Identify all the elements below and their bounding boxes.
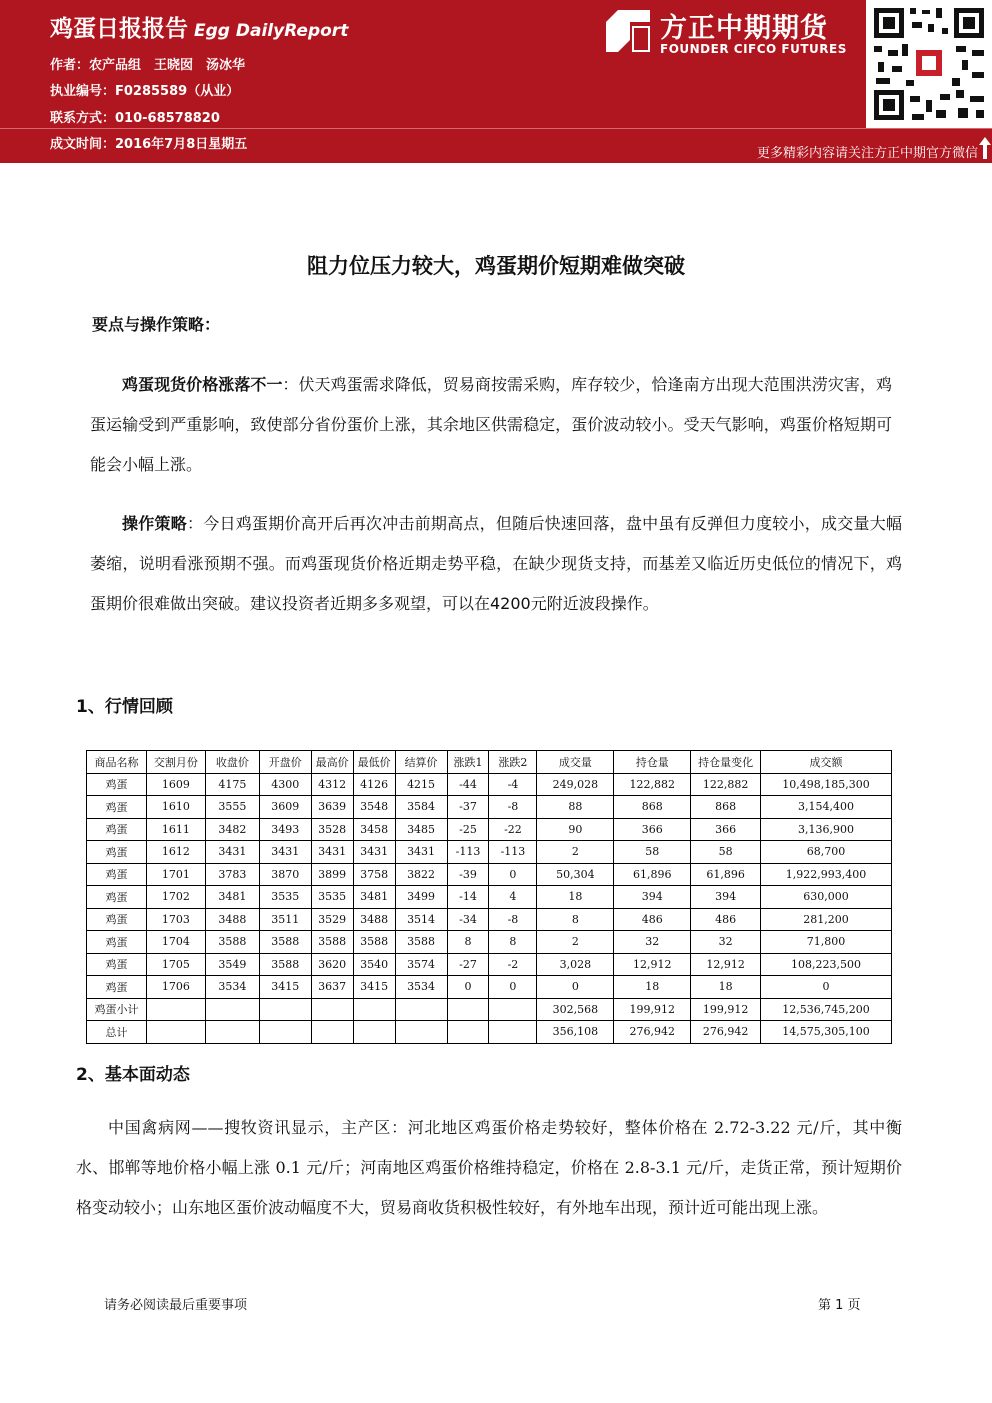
table-cell: 3535 <box>259 886 311 909</box>
table-cell: -8 <box>489 908 537 931</box>
table-cell: 3588 <box>259 953 311 976</box>
table-row <box>87 931 892 954</box>
table-header-cell: 涨跌1 <box>447 751 489 774</box>
table-row <box>87 863 892 886</box>
table-cell: 3458 <box>353 818 395 841</box>
key-points-heading: 要点与操作策略： <box>92 315 221 334</box>
table-cell <box>353 998 395 1021</box>
table-cell: 4126 <box>353 773 395 796</box>
report-title-cn: 鸡蛋日报报告 <box>50 16 188 42</box>
table-cell: -8 <box>489 796 537 819</box>
table-cell: 68,700 <box>761 841 892 864</box>
table-cell <box>311 998 353 1021</box>
table-row <box>87 841 892 864</box>
authors-line: 作者：农产品组 王晓囡 汤冰华 <box>50 58 246 73</box>
table-cell: 鸡蛋 <box>87 908 147 931</box>
table-cell: 3783 <box>205 863 259 886</box>
table-cell: 3528 <box>311 818 353 841</box>
table-cell: 199,912 <box>614 998 691 1021</box>
qr-code-icon <box>866 0 992 128</box>
table-cell: 1611 <box>146 818 205 841</box>
table-cell <box>259 998 311 1021</box>
table-cell: 32 <box>614 931 691 954</box>
table-cell: 3,154,400 <box>761 796 892 819</box>
table-row <box>87 773 892 796</box>
table-row <box>87 998 892 1021</box>
table-cell: 3588 <box>353 931 395 954</box>
table-cell <box>395 998 447 1021</box>
section-market-review: 1、行情回顾 <box>76 697 173 717</box>
table-cell: 868 <box>614 796 691 819</box>
table-cell: 1612 <box>146 841 205 864</box>
paragraph-strategy <box>90 504 902 624</box>
table-cell: 3514 <box>395 908 447 931</box>
table-cell: 3758 <box>353 863 395 886</box>
table-cell: 3431 <box>311 841 353 864</box>
table-cell: 1,922,993,400 <box>761 863 892 886</box>
table-cell: -2 <box>489 953 537 976</box>
table-header-cell: 收盘价 <box>205 751 259 774</box>
table-cell: 58 <box>614 841 691 864</box>
table-cell: 3555 <box>205 796 259 819</box>
table-header-row <box>87 751 892 774</box>
date-line: 成文时间：2016年7月8日星期五 <box>50 137 248 152</box>
table-cell: -27 <box>447 953 489 976</box>
table-cell: 868 <box>691 796 761 819</box>
table-cell <box>146 1021 205 1044</box>
table-cell: 71,800 <box>761 931 892 954</box>
table-header-cell: 涨跌2 <box>489 751 537 774</box>
section-fundamentals: 2、基本面动态 <box>76 1065 190 1085</box>
table-cell: -14 <box>447 886 489 909</box>
table-cell: 3588 <box>259 931 311 954</box>
table-cell: -113 <box>489 841 537 864</box>
table-cell: 3431 <box>395 841 447 864</box>
footer-disclaimer: 请务必阅读最后重要事项 <box>104 1298 248 1313</box>
table-cell: 394 <box>691 886 761 909</box>
table-cell: 3549 <box>205 953 259 976</box>
paragraph-spot-price-body: ：伏天鸡蛋需求降低，贸易商按需采购，库存较少，恰逢南方出现大范围洪涝灾害，鸡蛋运输受到严重影响，致使部分省份蛋价上涨，其余地区供需稳定，蛋价波动较小。受天气影响，鸡蛋价格短期可能会小幅上涨。 <box>90 375 892 474</box>
table-cell: 4175 <box>205 773 259 796</box>
table-cell: 3488 <box>353 908 395 931</box>
table-cell: 0 <box>537 976 614 999</box>
table-cell: 1705 <box>146 953 205 976</box>
table-cell: 3870 <box>259 863 311 886</box>
report-title-en: Egg DailyReport <box>194 21 349 41</box>
table-cell: 鸡蛋 <box>87 863 147 886</box>
table-cell: 18 <box>691 976 761 999</box>
founder-logo-icon <box>604 8 652 54</box>
table-row <box>87 976 892 999</box>
table-cell <box>489 1021 537 1044</box>
table-cell: 3588 <box>205 931 259 954</box>
table-cell: 8 <box>447 931 489 954</box>
table-cell: 366 <box>614 818 691 841</box>
table-cell: 3485 <box>395 818 447 841</box>
contact-line: 联系方式：010-68578820 <box>50 111 220 126</box>
table-cell: 302,568 <box>537 998 614 1021</box>
market-table <box>86 750 892 1044</box>
table-header-cell: 最高价 <box>311 751 353 774</box>
table-cell: 鸡蛋 <box>87 818 147 841</box>
table-cell: 32 <box>691 931 761 954</box>
table-cell: 3535 <box>311 886 353 909</box>
table-cell <box>395 1021 447 1044</box>
table-cell <box>353 1021 395 1044</box>
document-title: 阻力位压力较大，鸡蛋期价短期难做突破 <box>307 254 685 278</box>
follow-notice: 更多精彩内容请关注方正中期官方微信 <box>756 146 978 161</box>
table-cell: 3511 <box>259 908 311 931</box>
table-cell: 88 <box>537 796 614 819</box>
table-cell: 2 <box>537 931 614 954</box>
table-cell: 鸡蛋 <box>87 886 147 909</box>
table-cell: -22 <box>489 818 537 841</box>
table-cell: 3499 <box>395 886 447 909</box>
table-cell: 8 <box>489 931 537 954</box>
table-cell: 14,575,305,100 <box>761 1021 892 1044</box>
table-cell: 356,108 <box>537 1021 614 1044</box>
paragraph-strategy-body: ：今日鸡蛋期价高开后再次冲击前期高点，但随后快速回落，盘中虽有反弹但力度较小，成交量大幅萎缩，说明看涨预期不强。而鸡蛋现货价格近期走势平稳，在缺少现货支持，而基差又临近历史低位的情况下，鸡蛋期价很难做出突破。建议投资者近期多多观望，可以在4200元附近波段操作。 <box>90 514 902 613</box>
report-header <box>0 0 992 163</box>
table-cell: 1610 <box>146 796 205 819</box>
table-row <box>87 908 892 931</box>
table-cell: 249,028 <box>537 773 614 796</box>
table-cell: 3431 <box>259 841 311 864</box>
logo-en-text: FOUNDER CIFCO FUTURES <box>660 42 847 56</box>
table-cell: 3620 <box>311 953 353 976</box>
table-header-cell: 商品名称 <box>87 751 147 774</box>
table-cell: 1706 <box>146 976 205 999</box>
table-cell: 12,912 <box>614 953 691 976</box>
paragraph-fundamentals: 中国禽病网——搜牧资讯显示，主产区：河北地区鸡蛋价格走势较好，整体价格在 2.72-3.22 元/斤，其中衡水、邯郸等地价格小幅上涨 0.1 元/斤；河南地区鸡蛋价格维持稳定，价格在 2.8-3.1 元/斤，走货正常，预计短期价格变动较小；山东地区蛋价波动幅度不大，贸易商收货积极性较好，有外地车出现，预计近可能出现上涨。 <box>76 1118 902 1217</box>
table-cell: 3,136,900 <box>761 818 892 841</box>
paragraph-spot-price <box>90 365 892 485</box>
table-cell: 1609 <box>146 773 205 796</box>
table-cell <box>146 998 205 1021</box>
table-cell: 486 <box>614 908 691 931</box>
paragraph-strategy-lead: 操作策略 <box>122 514 188 533</box>
table-cell: -39 <box>447 863 489 886</box>
table-cell: 4300 <box>259 773 311 796</box>
table-cell: 8 <box>537 908 614 931</box>
table-cell: 90 <box>537 818 614 841</box>
table-cell: 总计 <box>87 1021 147 1044</box>
table-cell: 3534 <box>205 976 259 999</box>
table-cell: -113 <box>447 841 489 864</box>
page-number: 第 1 页 <box>818 1298 861 1313</box>
table-cell: 3584 <box>395 796 447 819</box>
table-cell: 3488 <box>205 908 259 931</box>
table-cell <box>489 998 537 1021</box>
table-cell: 0 <box>761 976 892 999</box>
table-cell: 10,498,185,300 <box>761 773 892 796</box>
table-cell: 鸡蛋 <box>87 931 147 954</box>
table-cell: 3588 <box>395 931 447 954</box>
table-cell: -4 <box>489 773 537 796</box>
table-cell: 3481 <box>353 886 395 909</box>
table-cell: 122,882 <box>614 773 691 796</box>
table-cell: 4312 <box>311 773 353 796</box>
table-cell: 3639 <box>311 796 353 819</box>
table-cell: 3482 <box>205 818 259 841</box>
table-cell: 1702 <box>146 886 205 909</box>
table-cell: 鸡蛋 <box>87 953 147 976</box>
table-cell: 18 <box>614 976 691 999</box>
table-header-cell: 成交额 <box>761 751 892 774</box>
table-cell: 3493 <box>259 818 311 841</box>
table-cell <box>205 998 259 1021</box>
table-cell: 3574 <box>395 953 447 976</box>
table-header-cell: 交割月份 <box>146 751 205 774</box>
table-cell: 3481 <box>205 886 259 909</box>
table-cell: 鸡蛋 <box>87 773 147 796</box>
table-cell: 3899 <box>311 863 353 886</box>
paragraph-spot-price-lead: 鸡蛋现货价格涨落不一 <box>122 375 283 394</box>
table-cell: 276,942 <box>614 1021 691 1044</box>
table-cell: 0 <box>489 976 537 999</box>
table-cell: 3415 <box>353 976 395 999</box>
table-cell: 3534 <box>395 976 447 999</box>
table-cell: 3609 <box>259 796 311 819</box>
table-cell: 18 <box>537 886 614 909</box>
table-header-cell: 持仓量 <box>614 751 691 774</box>
table-cell: 50,304 <box>537 863 614 886</box>
table-header-cell: 最低价 <box>353 751 395 774</box>
table-header-cell: 开盘价 <box>259 751 311 774</box>
table-header-cell: 成交量 <box>537 751 614 774</box>
table-cell: 3529 <box>311 908 353 931</box>
table-cell: 394 <box>614 886 691 909</box>
table-cell: 58 <box>691 841 761 864</box>
logo-cn-text: 方正中期期货 <box>660 13 828 44</box>
table-cell: -25 <box>447 818 489 841</box>
table-cell: 1701 <box>146 863 205 886</box>
table-cell: 3415 <box>259 976 311 999</box>
table-cell: -34 <box>447 908 489 931</box>
table-cell <box>259 1021 311 1044</box>
table-cell: 0 <box>447 976 489 999</box>
table-cell: 3,028 <box>537 953 614 976</box>
table-cell: 4 <box>489 886 537 909</box>
license-line: 执业编号：F0285589（从业） <box>50 84 240 99</box>
table-row <box>87 953 892 976</box>
table-cell: 3431 <box>353 841 395 864</box>
report-title <box>50 10 348 43</box>
table-row <box>87 1021 892 1044</box>
table-cell: 鸡蛋 <box>87 841 147 864</box>
table-cell: 630,000 <box>761 886 892 909</box>
table-row <box>87 796 892 819</box>
table-cell: 3548 <box>353 796 395 819</box>
table-cell <box>447 998 489 1021</box>
table-row <box>87 818 892 841</box>
table-cell <box>447 1021 489 1044</box>
table-cell: 鸡蛋小计 <box>87 998 147 1021</box>
table-cell: 12,912 <box>691 953 761 976</box>
table-cell <box>205 1021 259 1044</box>
table-cell: 199,912 <box>691 998 761 1021</box>
table-cell: -37 <box>447 796 489 819</box>
table-cell: 鸡蛋 <box>87 796 147 819</box>
table-cell: 3822 <box>395 863 447 886</box>
table-header-cell: 持仓量变化 <box>691 751 761 774</box>
table-cell <box>311 1021 353 1044</box>
table-cell: 281,200 <box>761 908 892 931</box>
table-cell: 鸡蛋 <box>87 976 147 999</box>
table-cell: 61,896 <box>691 863 761 886</box>
table-cell: 1704 <box>146 931 205 954</box>
table-cell: 122,882 <box>691 773 761 796</box>
arrow-up-icon <box>978 136 992 160</box>
table-cell: 3431 <box>205 841 259 864</box>
table-cell: 2 <box>537 841 614 864</box>
table-header-cell: 结算价 <box>395 751 447 774</box>
table-cell: 366 <box>691 818 761 841</box>
table-cell: 12,536,745,200 <box>761 998 892 1021</box>
table-cell: 3540 <box>353 953 395 976</box>
table-cell: 486 <box>691 908 761 931</box>
table-cell: 61,896 <box>614 863 691 886</box>
table-row <box>87 886 892 909</box>
table-cell: 3637 <box>311 976 353 999</box>
table-cell: -44 <box>447 773 489 796</box>
table-cell: 1703 <box>146 908 205 931</box>
table-cell: 276,942 <box>691 1021 761 1044</box>
table-cell: 3588 <box>311 931 353 954</box>
table-cell: 4215 <box>395 773 447 796</box>
table-cell: 0 <box>489 863 537 886</box>
table-cell: 108,223,500 <box>761 953 892 976</box>
